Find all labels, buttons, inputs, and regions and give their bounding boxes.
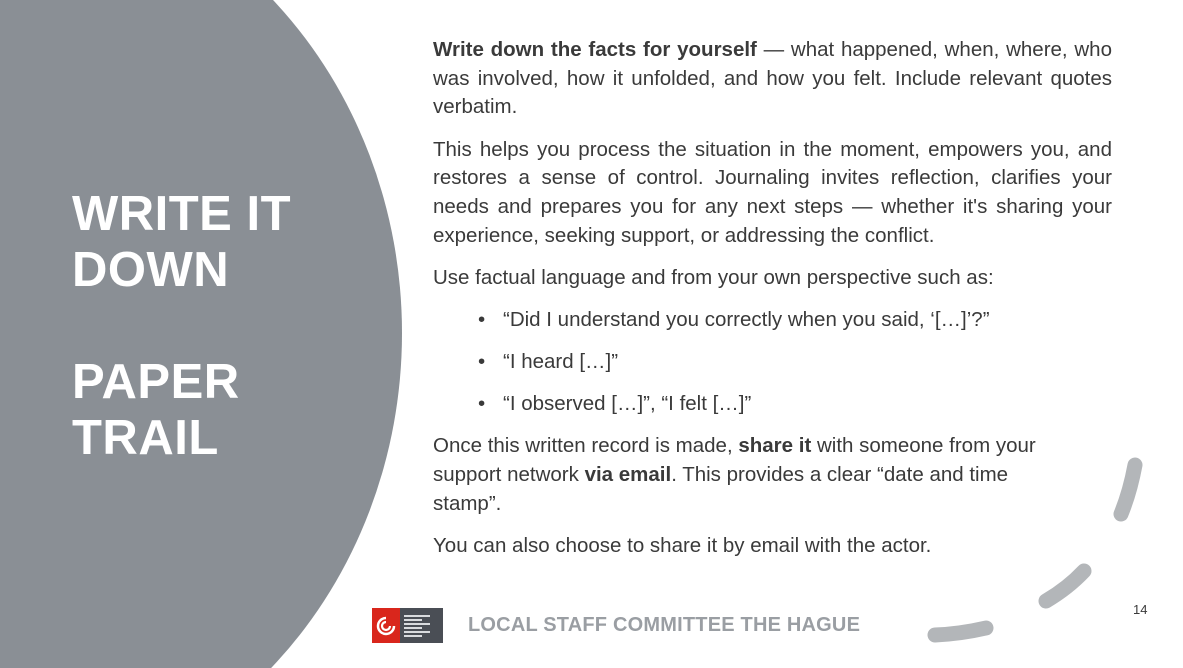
emphasis-text: via email <box>584 463 672 487</box>
list-item-text: “Did I understand you correctly when you said, ‘[…]’?” <box>503 308 990 332</box>
bullet-glyph: • <box>478 392 486 416</box>
footer-organization: LOCAL STAFF COMMITTEE THE HAGUE <box>468 614 861 636</box>
title-line: WRITE IT <box>72 187 292 241</box>
list-item-text: “I observed […]”, “I felt […]” <box>503 392 752 416</box>
paragraph-benefits: This helps you process the situation in the moment, empowers you, and restores a sense of control. Journaling invites reflection, clarifies your needs and prepares you for any next steps — whether it's sharing your experience, seeking support, or addressing the conflict. <box>433 137 1112 247</box>
logo-mark-icon <box>372 608 400 643</box>
title-line: TRAIL <box>72 411 219 465</box>
paragraph-language: Use factual language and from your own perspective such as: <box>433 265 994 289</box>
emphasis-text: Write down the facts for yourself <box>433 38 757 61</box>
paragraph-text: Once this written record is made, <box>433 434 739 458</box>
paragraph-text: with someone from your support network <box>433 434 1036 487</box>
list-item-text: “I heard […]” <box>503 350 619 374</box>
arc-dash <box>935 628 986 635</box>
title-line: PAPER <box>72 355 240 409</box>
emphasis-text: share it <box>738 434 812 458</box>
page-number: 14 <box>1133 602 1148 617</box>
european-patent-office-logo <box>372 608 443 643</box>
paragraph-actor: You can also choose to share it by email with the actor. <box>433 533 932 557</box>
paragraph-text: — what happened, when, where, who was involved, how it unfolded, and how you felt. Include relevant quotes verbatim. <box>433 38 1112 119</box>
title-line: DOWN <box>72 243 230 297</box>
paragraph-text: . This provides a clear “date and time stamp”. <box>433 463 1009 515</box>
arc-dash <box>1121 465 1135 514</box>
bullet-glyph: • <box>478 350 486 374</box>
bullet-glyph: • <box>478 308 486 332</box>
logo-wordmark <box>400 608 443 643</box>
arc-dash <box>1046 571 1084 601</box>
